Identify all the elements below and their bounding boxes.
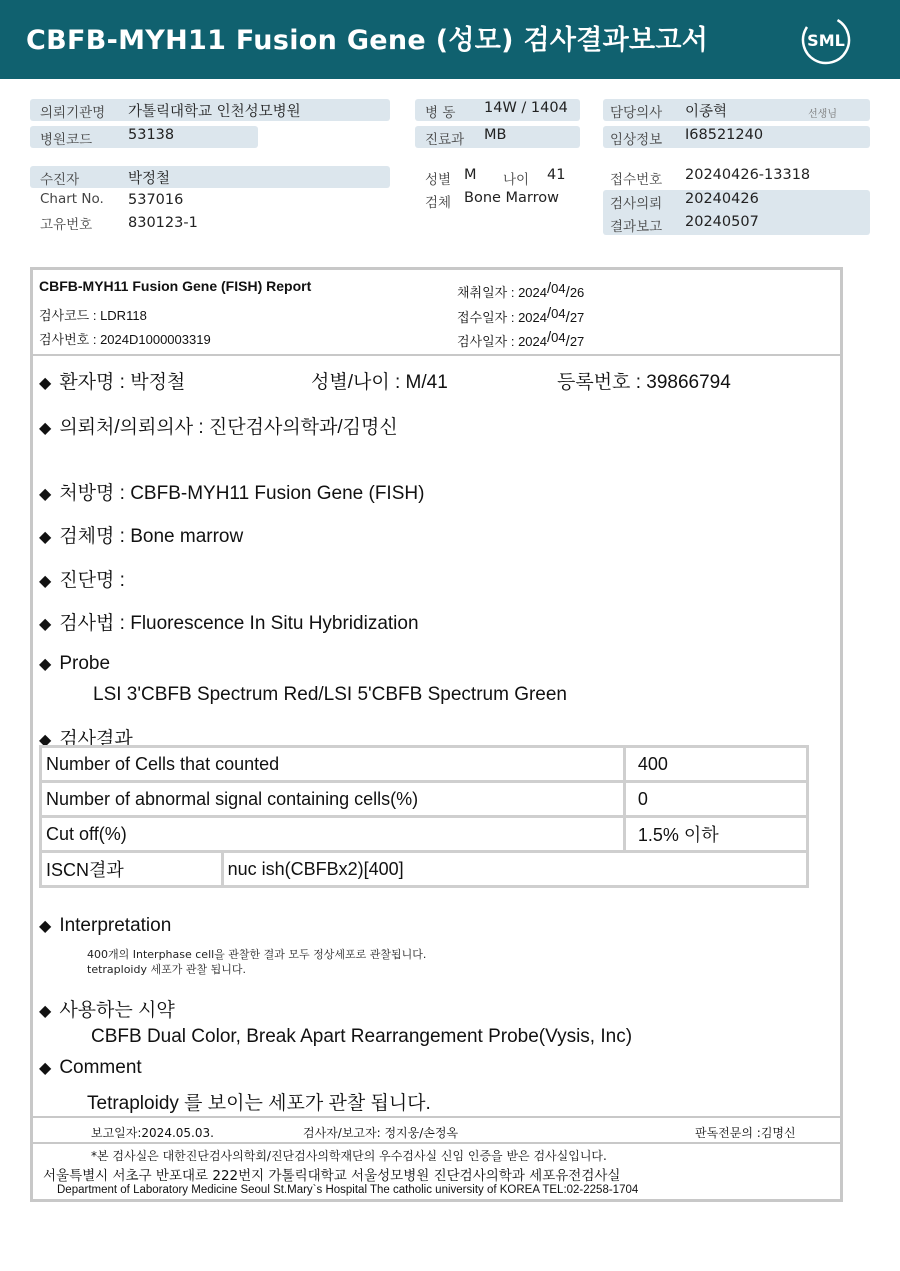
patient-value: 박정철 [128,171,171,187]
probe-heading: ◆ Probe [39,653,111,674]
table-row [41,852,808,887]
interpretation-line-1: 400개의 Interphase cell을 관찰한 결과 모두 정상세포로 관찰됩니다. [87,948,427,961]
test-code: 검사코드 : LDR118 [39,308,147,323]
iscn-value: nuc ish(CBFBx2)[400] [222,852,807,887]
result-heading: ◆ 검사결과 [39,729,133,750]
clinical-label: 임상정보 [610,132,663,148]
table-row [41,782,808,817]
result-label: Cut off(%) [41,817,625,852]
patient-label: 수진자 [40,172,80,188]
chart-label: Chart No. [40,191,104,207]
table-row [41,817,808,852]
iscn-label: ISCN결과 [41,852,223,887]
doctor-value: 이종혁 [685,104,728,120]
hospital-code-value: 53138 [128,127,175,143]
unique-value: 830123-1 [128,215,198,231]
unique-label: 고유번호 [40,217,93,233]
chart-value: 537016 [128,192,184,208]
diagnosis-line: ◆ 진단명 : [39,570,125,591]
dept-label: 진료과 [425,132,465,148]
age-value: 41 [547,167,566,183]
collect-date: 채취일자 : 2024/04/26 [457,280,585,301]
report-title: CBFB-MYH11 Fusion Gene (성모) 검사결과보고서 [26,25,709,56]
report-date-value: 20240507 [685,214,759,230]
result-value: 1.5% 이하 [624,817,807,852]
request-label: 검사의뢰 [610,196,663,212]
requester-line: ◆ 의뢰처/의뢰의사 : 진단검사의학과/김명신 [39,417,398,438]
patient-name-line: ◆ 환자명 : 박정철 [39,372,186,393]
dept-value: MB [484,127,507,143]
clinical-value: I68521240 [685,127,764,143]
receipt-label: 접수번호 [610,172,663,188]
patient-row-bg [30,166,390,188]
report-head-title: CBFB-MYH11 Fusion Gene (FISH) Report [39,278,312,294]
hospital-code-label: 병원코드 [40,132,93,148]
hospital-label: 의뢰기관명 [40,105,106,121]
comment-heading: ◆ Comment [39,1057,142,1078]
footer-divider [33,1142,840,1144]
specialist: 판독전문의 :김명신 [695,1126,796,1140]
result-value: 0 [624,782,807,817]
report-head [33,270,840,356]
sex-label: 성별 [425,172,452,188]
doctor-suffix: 선생님 [808,109,837,120]
interpretation-heading: ◆ Interpretation [39,915,172,936]
request-value: 20240426 [685,191,759,207]
specimen-line: ◆ 검체명 : Bone marrow [39,526,244,547]
doctor-label: 담당의사 [610,105,663,121]
age-label: 나이 [503,172,530,188]
specimen-label: 검체 [425,195,452,211]
hospital-value: 가톨릭대학교 인천성모병원 [128,104,301,120]
report-date-label: 결과보고 [610,219,663,235]
table-row [41,747,808,782]
receipt-value: 20240426-13318 [685,167,811,183]
specimen-value: Bone Marrow [464,190,560,206]
sml-logo-icon [800,14,852,66]
exam-date: 검사일자 : 2024/04/27 [457,329,585,350]
lab-english-address: Department of Laboratory Medicine Seoul St.Mary`s Hospital The catholic university of KOREA TEL:02-2258-1704 [57,1184,639,1196]
report-date: 보고일자:2024.05.03. [91,1126,214,1140]
reg-number-line: 등록번호 : 39866794 [557,372,731,393]
report-footer [33,1116,840,1199]
fish-report [30,267,843,1202]
sml-logo-text: SML [807,31,845,50]
sex-value: M [464,167,477,183]
result-table [39,745,809,888]
reagent-text: CBFB Dual Color, Break Apart Rearrangement Probe(Vysis, Inc) [91,1026,633,1047]
examiner: 검사자/보고자: 정지웅/손정옥 [303,1126,459,1140]
result-label: Number of abnormal signal containing cells(%) [41,782,625,817]
reagent-heading: ◆ 사용하는 시약 [39,1000,175,1021]
sex-age-line: 성별/나이 : M/41 [311,372,448,393]
comment-text: Tetraploidy 를 보이는 세포가 관찰 됩니다. [87,1093,431,1114]
ward-label: 병 동 [425,105,456,121]
test-number: 검사번호 : 2024D1000003319 [39,332,211,347]
report-header-bar [0,0,900,79]
probe-text: LSI 3'CBFB Spectrum Red/LSI 5'CBFB Spectrum Green [93,684,567,705]
prescription-line: ◆ 처방명 : CBFB-MYH11 Fusion Gene (FISH) [39,483,425,504]
interpretation-line-2: tetraploidy 세포가 관찰 됩니다. [87,963,246,976]
ward-value: 14W / 1404 [484,100,568,116]
receive-date: 접수일자 : 2024/04/27 [457,305,585,326]
accreditation-note: *본 검사실은 대한진단검사의학회/진단검사의학재단의 우수검사실 신임 인증을 받은 검사실입니다. [91,1149,607,1163]
lab-address: 서울특별시 서초구 반포대로 222번지 가톨릭대학교 서울성모병원 진단검사의학과 세포유전검사실 [43,1168,621,1184]
method-line: ◆ 검사법 : Fluorescence In Situ Hybridization [39,613,419,634]
result-value: 400 [624,747,807,782]
result-label: Number of Cells that counted [41,747,625,782]
